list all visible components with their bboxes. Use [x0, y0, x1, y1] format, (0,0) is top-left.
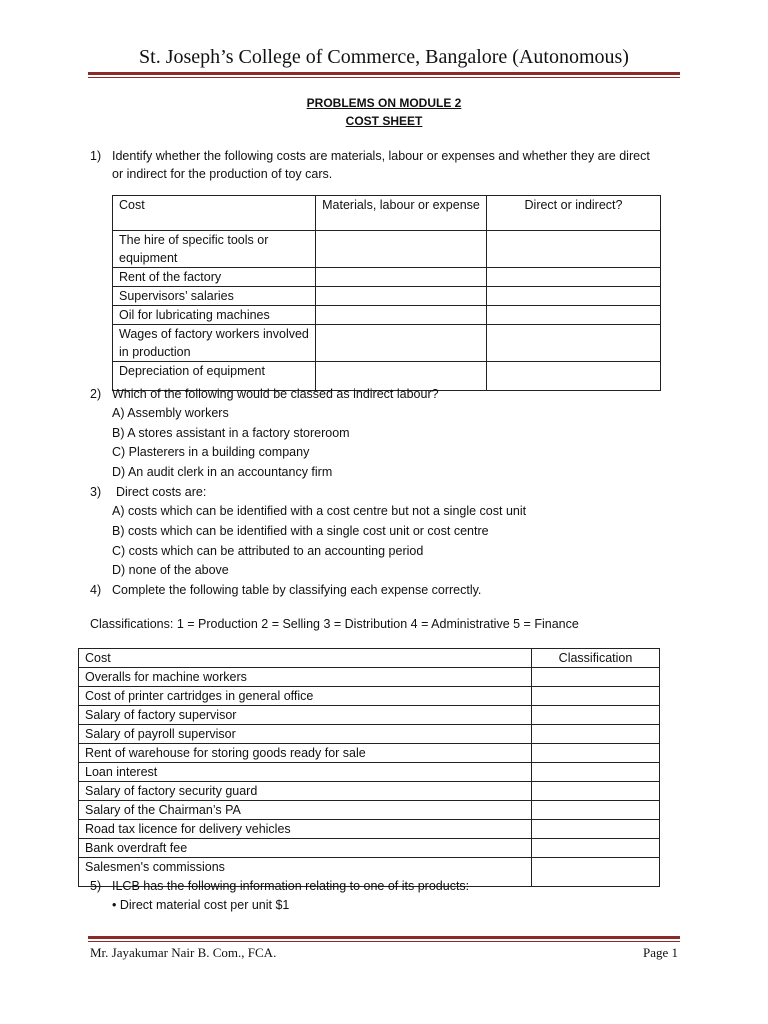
table-header: Cost	[113, 196, 316, 231]
table-cell	[487, 325, 661, 362]
footer-rule	[88, 936, 680, 942]
question-2	[90, 385, 690, 405]
option: C) Plasterers in a building company	[112, 445, 310, 459]
question-number: 5)	[90, 879, 102, 893]
option: D) An audit clerk in an accountancy firm	[112, 465, 333, 479]
question-text: Identify whether the following costs are materials, labour or expenses and whether they are direct	[112, 149, 650, 163]
table-cell	[532, 687, 660, 706]
table-cell	[532, 725, 660, 744]
table-cell: Salesmen's commissions	[79, 858, 532, 887]
footer-author: Mr. Jayakumar Nair B. Com., FCA.	[90, 945, 277, 960]
table-cell: Rent of the factory	[113, 268, 316, 287]
table-cell: Loan interest	[79, 763, 532, 782]
question-number: 2)	[90, 387, 102, 401]
question-text: or indirect for the production of toy cars.	[112, 167, 333, 181]
option: A) costs which can be identified with a cost centre but not a single cost unit	[112, 504, 527, 518]
table-header: Direct or indirect?	[487, 196, 661, 231]
question-number: 3)	[90, 485, 102, 499]
table-cell: Road tax licence for delivery vehicles	[79, 820, 532, 839]
q1-table	[112, 195, 661, 391]
table-cell	[487, 306, 661, 325]
table-cell: Supervisors’ salaries	[113, 287, 316, 306]
table-cell: Salary of payroll supervisor	[79, 725, 532, 744]
table-cell	[316, 231, 487, 268]
table-cell: Depreciation of equipment	[113, 362, 316, 391]
table-cell	[532, 763, 660, 782]
option: B) costs which can be identified with a single cost unit or cost centre	[112, 524, 489, 538]
table-cell: Bank overdraft fee	[79, 839, 532, 858]
header-rule	[88, 72, 680, 78]
bullet-item: • Direct material cost per unit $1	[112, 898, 290, 912]
doc-title: PROBLEMS ON MODULE 2	[306, 96, 462, 110]
table-cell	[316, 325, 487, 362]
question-4	[90, 581, 690, 601]
doc-subtitle: COST SHEET	[345, 114, 423, 128]
table-cell: The hire of specific tools or equipment	[113, 231, 316, 268]
option: C) costs which can be attributed to an accounting period	[112, 544, 424, 558]
table-cell	[532, 839, 660, 858]
table-cell	[532, 744, 660, 763]
question-text: ILCB has the following information relating to one of its products:	[112, 879, 470, 893]
q4-table	[78, 648, 660, 887]
page-number: Page 1	[642, 945, 678, 960]
table-cell	[316, 306, 487, 325]
table-cell: Overalls for machine workers	[79, 668, 532, 687]
question-text: Direct costs are:	[116, 485, 207, 499]
college-header: St. Joseph’s College of Commerce, Bangalore (Autonomous)	[139, 46, 629, 68]
table-cell: Salary of factory security guard	[79, 782, 532, 801]
table-header: Materials, labour or expense	[316, 196, 487, 231]
table-cell: Cost of printer cartridges in general office	[79, 687, 532, 706]
table-cell	[487, 287, 661, 306]
table-cell	[532, 668, 660, 687]
table-cell	[532, 820, 660, 839]
table-cell	[487, 231, 661, 268]
table-cell: Oil for lubricating machines	[113, 306, 316, 325]
question-text: Complete the following table by classifying each expense correctly.	[112, 583, 482, 597]
option: D) none of the above	[112, 563, 229, 577]
table-header: Cost	[79, 649, 532, 668]
question-3	[90, 483, 690, 503]
question-text: Which of the following would be classed as indirect labour?	[112, 387, 439, 401]
option: B) A stores assistant in a factory storeroom	[112, 426, 350, 440]
classifications-legend: Classifications: 1 = Production 2 = Selling 3 = Distribution 4 = Administrative 5 = Finance	[90, 617, 579, 631]
table-cell: Wages of factory workers involved in production	[113, 325, 316, 362]
table-cell: Salary of the Chairman’s PA	[79, 801, 532, 820]
table-cell: Salary of factory supervisor	[79, 706, 532, 725]
table-cell	[532, 782, 660, 801]
table-cell: Rent of warehouse for storing goods ready for sale	[79, 744, 532, 763]
table-cell	[316, 287, 487, 306]
question-number: 4)	[90, 583, 102, 597]
table-cell	[532, 801, 660, 820]
question-5	[90, 877, 690, 897]
table-header: Classification	[532, 649, 660, 668]
table-cell	[316, 268, 487, 287]
question-number: 1)	[90, 149, 102, 163]
option: A) Assembly workers	[112, 406, 229, 420]
table-cell	[532, 706, 660, 725]
table-cell	[487, 268, 661, 287]
